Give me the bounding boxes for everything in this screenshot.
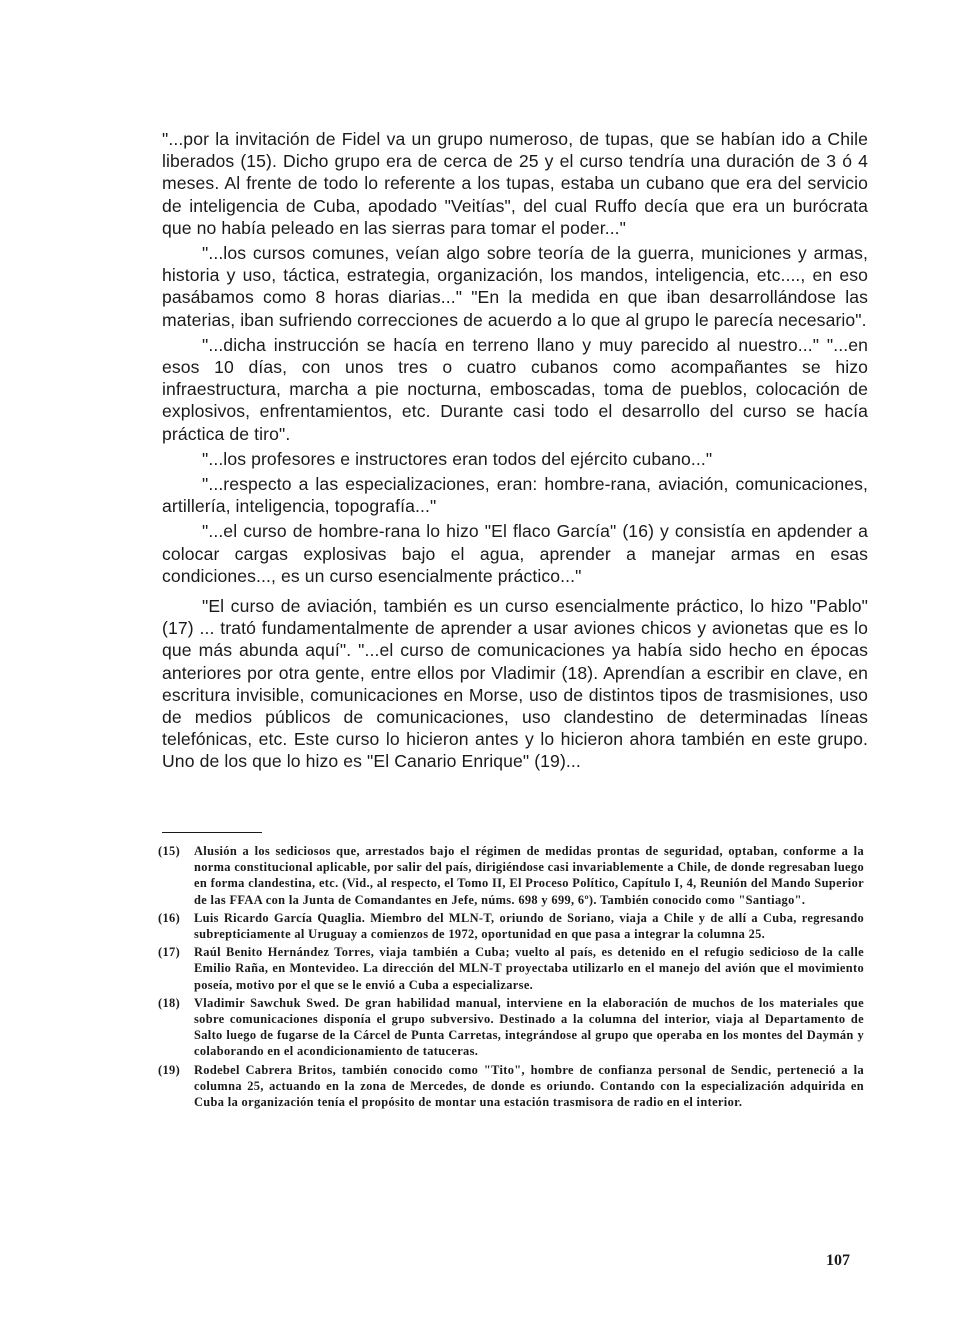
paragraph-1: "...por la invitación de Fidel va un grupo numeroso, de tupas, que se habían ido a Chile liberados (15). Dicho grupo era de cerca de 25 y el curso tendría una duración de 3 ó 4 meses. Al frente de todo lo referente a los tupas, estaba un cubano que era del servicio de inteligencia de Cuba, apodado "Veitías", del cual Ruffo decía que era un burócrata que no había peleado en las sierras para tomar el poder..." (162, 129, 868, 238)
footnote-text: Luis Ricardo García Quaglia. Miembro del MLN-T, oriundo de Soriano, viaja a Chile y de allí a Cuba, regresando subrepticiamente al Uruguay a comienzos de 1972, oportunidad en que pasa a integrar la columna 25. (194, 910, 864, 942)
paragraph-3: "...dicha instrucción se hacía en terreno llano y muy parecido al nuestro..." "...en esos 10 días, con unos tres o cuatro cubanos como acompañantes se hizo infraestructura, marcha a pie nocturna, emboscadas, toma de pueblos, colocación de explosivos, enfrentamientos, etc. Durante casi todo el desarrollo del curso se hacía práctica de tiro". (162, 334, 868, 444)
footnote-19 (158, 1062, 864, 1111)
paragraph-4: "...los profesores e instructores eran todos del ejército cubano..." (202, 448, 713, 469)
footnote-text: Raúl Benito Hernández Torres, viaja también a Cuba; vuelto al país, es detenido en el refugio sedicioso de la calle Emilio Raña, en Montevideo. La dirección del MLN-T proyectaba utilizarlo en el manejo del avión que el movimiento poseía, motivo por el que se le envió a Cuba a especializarse. (194, 945, 864, 992)
footnote-16 (158, 910, 864, 942)
paragraph-7: "El curso de aviación, también es un curso esencialmente práctico, lo hizo "Pablo" (17) ... trató fundamentalmente de aprender a usar aviones chicos y avionetas que es lo que más abunda aquí". "...el curso de comunicaciones ya había sido hecho en épocas anteriores por otra gente, entre ellos por Vladimir (18). Aprendían a escribir en clave, en escritura invisible, comunicaciones en Morse, uso de distintos tipos de trasmisiones, uso de medios públicos de comunicaciones, uso clandestino de determinadas líneas telefónicas, etc. Este curso lo hicieron antes y lo hicieron ahora también en este grupo. Uno de los que lo hizo es "El Canario Enrique" (19)... (162, 596, 868, 772)
footnote-17 (158, 944, 864, 993)
footnote-number: (15) (158, 844, 181, 858)
paragraph-5: "...respecto a las especializaciones, eran: hombre-rana, aviación, comunicaciones, artillería, inteligencia, topografía..." (162, 474, 868, 517)
paragraph-6: "...el curso de hombre-rana lo hizo "El flaco García" (16) y consistía en apdender a colocar cargas explosivas bajo el agua, aprender a manejar armas en esas condiciones..., es un curso esencialmente práctico..." (162, 521, 868, 586)
footnote-number: (19) (158, 1062, 181, 1077)
footnote-15 (158, 843, 864, 908)
page-number: 107 (826, 1252, 850, 1269)
footnote-number: (17) (158, 945, 181, 960)
footnote-number: (18) (158, 995, 181, 1010)
footnote-18 (158, 995, 864, 1060)
footnotes (158, 843, 864, 1112)
paragraph-2: "...los cursos comunes, veían algo sobre teoría de la guerra, municiones y armas, historia y uso, táctica, estrategia, organización, los mandos, inteligencia, etc...., en eso pasábamos como 8 horas diarias..." "En la medida en que iban desarrollándose las materias, iban sufriendo correcciones de acuerdo a lo que al grupo le parecía necesario". (162, 243, 868, 330)
footnote-number: (16) (158, 910, 181, 925)
main-text (162, 128, 868, 776)
footnote-text: Vladimir Sawchuk Swed. De gran habilidad manual, interviene en la elaboración de muchos de los materiales que sobre comunicaciones disponía el grupo subversivo. Destinado a la columna del interior, viaja al Departamento de Salto luego de fugarse de la Cárcel de Punta Carretas, integrándose al grupo que operaba en los montes del Daymán y colaborando en el acondicionamiento de tatuceras. (194, 995, 864, 1059)
footnote-separator (162, 832, 262, 833)
footnote-text: Rodebel Cabrera Britos, también conocido como "Tito", hombre de confianza personal de Sendic, perteneció a la columna 25, actuando en la zona de Mercedes, de donde es oriundo. Contando con la especialización adquirida en Cuba la organización tenía el propósito de montar una estación trasmisora de radio en el interior. (194, 1062, 864, 1110)
footnote-text: Alusión a los sediciosos que, arrestados bajo el régimen de medidas prontas de seguridad, optaban, conforme a la norma constitucional aplicable, por salir del país, dirigiéndose casi invariablemente a Chile, de donde regresaban luego en forma clandestina, etc. (Vid., al respecto, el Tomo II, El Proceso Político, Capítulo I, 4, Reunión del Mando Superior de las FFAA con la Junta de Comandantes en Jefe, núms. 698 y 699, 6º). También conocido como "Santiago". (194, 844, 864, 907)
